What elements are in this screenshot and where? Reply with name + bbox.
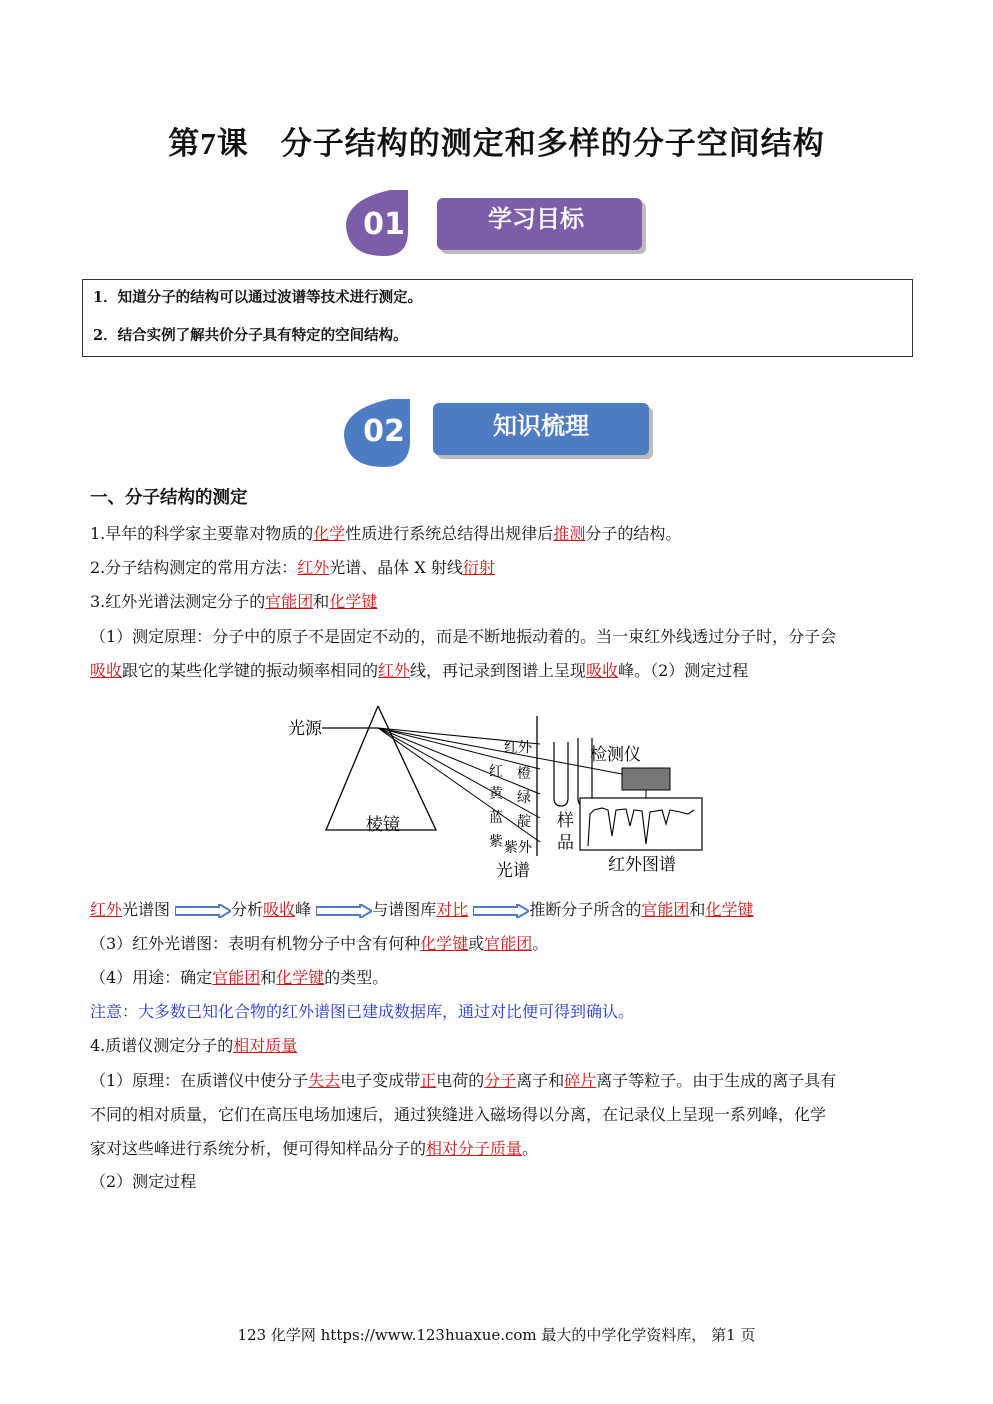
ir-chart-frame	[580, 798, 702, 850]
color-green: 绿	[517, 790, 531, 806]
color-ultraviolet: 紫外	[504, 840, 532, 856]
sample-tube-left	[554, 742, 568, 806]
paragraph-7: （4）用途：确定官能团和化学键的类型。	[90, 968, 389, 987]
color-indigo: 靛	[517, 814, 531, 830]
section-heading: 一、分子结构的测定	[90, 488, 248, 508]
goal-item: 2．结合实例了解共价分子具有特定的空间结构。	[93, 327, 408, 344]
prism-label: 棱镜	[366, 815, 400, 835]
paragraph-5: 吸收跟它的某些化学键的振动频率相同的红外线，再记录到图谱上呈现吸收峰。（2）测定过程	[90, 661, 749, 680]
ir-spectroscopy-diagram	[282, 706, 712, 886]
paragraph-8: 4.质谱仪测定分子的相对质量	[90, 1036, 298, 1055]
color-blue: 蓝	[489, 810, 503, 826]
flow-arrow-icon	[175, 904, 231, 918]
prism-shape	[326, 706, 436, 830]
learning-goals-box	[82, 279, 913, 357]
spectrum-label: 光谱	[496, 861, 530, 881]
badge-learning-goals	[340, 186, 650, 258]
badge-01-label: 学习目标	[488, 205, 584, 233]
ir-chart-label: 红外图谱	[608, 855, 676, 875]
paragraph-6: （3）红外光谱图：表明有机物分子中含有何种化学键或官能团。	[90, 934, 549, 953]
flow-arrow-icon	[473, 904, 529, 918]
detector-label: 检测仪	[590, 745, 641, 765]
badge-02-number: 02	[363, 414, 405, 449]
paragraph-2: 2.分子结构测定的常用方法：红外光谱、晶体 X 射线衍射	[90, 558, 495, 577]
page-footer: 123 化学网 https://www.123huaxue.com 最大的中学化学资料库， 第1 页	[237, 1326, 756, 1344]
badge-01-number: 01	[363, 207, 405, 242]
paragraph-3: 3.红外光谱法测定分子的官能团和化学键	[90, 592, 378, 611]
badge-02-label: 知识梳理	[493, 412, 589, 440]
paragraph-1: 1.早年的科学家主要靠对物质的化学性质进行系统总结得出规律后推测分子的结构。	[90, 524, 682, 543]
color-yellow: 黄	[489, 786, 503, 802]
color-infrared: 红外	[504, 740, 532, 756]
detector-box	[622, 768, 670, 790]
flow-arrow-icon	[316, 904, 372, 918]
paragraph-11: 家对这些峰进行系统分析，便可得知样品分子的相对分子质量。	[90, 1139, 539, 1158]
badge-knowledge-review	[338, 395, 658, 471]
page-title: 第7课 分子结构的测定和多样的分子空间结构	[168, 126, 825, 162]
note-text: 注意：大多数已知化合物的红外谱图已建成数据库，通过对比便可得到确认。	[90, 1002, 635, 1021]
sample-label-2: 品	[557, 833, 574, 853]
flow-line: 红外光谱图 分析吸收峰 与谱图库对比 推断分子所含的官能团和化学键	[90, 900, 754, 919]
light-source-label: 光源	[288, 719, 322, 739]
goal-item: 1．知道分子的结构可以通过波谱等技术进行测定。	[93, 289, 423, 306]
color-red: 红	[489, 764, 503, 780]
paragraph-10: 不同的相对质量，它们在高压电场加速后，通过狭缝进入磁场得以分离，在记录仪上呈现一系列峰，化学	[90, 1105, 827, 1124]
color-orange: 橙	[517, 766, 531, 782]
sample-label-1: 样	[557, 811, 574, 831]
color-violet: 紫	[489, 834, 503, 850]
paragraph-4: （1）测定原理：分子中的原子不是固定不动的，而是不断地振动着的。当一束红外线透过分子时，分子会	[90, 627, 837, 646]
paragraph-9: （1）原理：在质谱仪中使分子失去电子变成带正电荷的分子离子和碎片离子等粒子。由于生成的离子具有	[90, 1071, 837, 1090]
paragraph-12: （2）测定过程	[90, 1172, 197, 1191]
